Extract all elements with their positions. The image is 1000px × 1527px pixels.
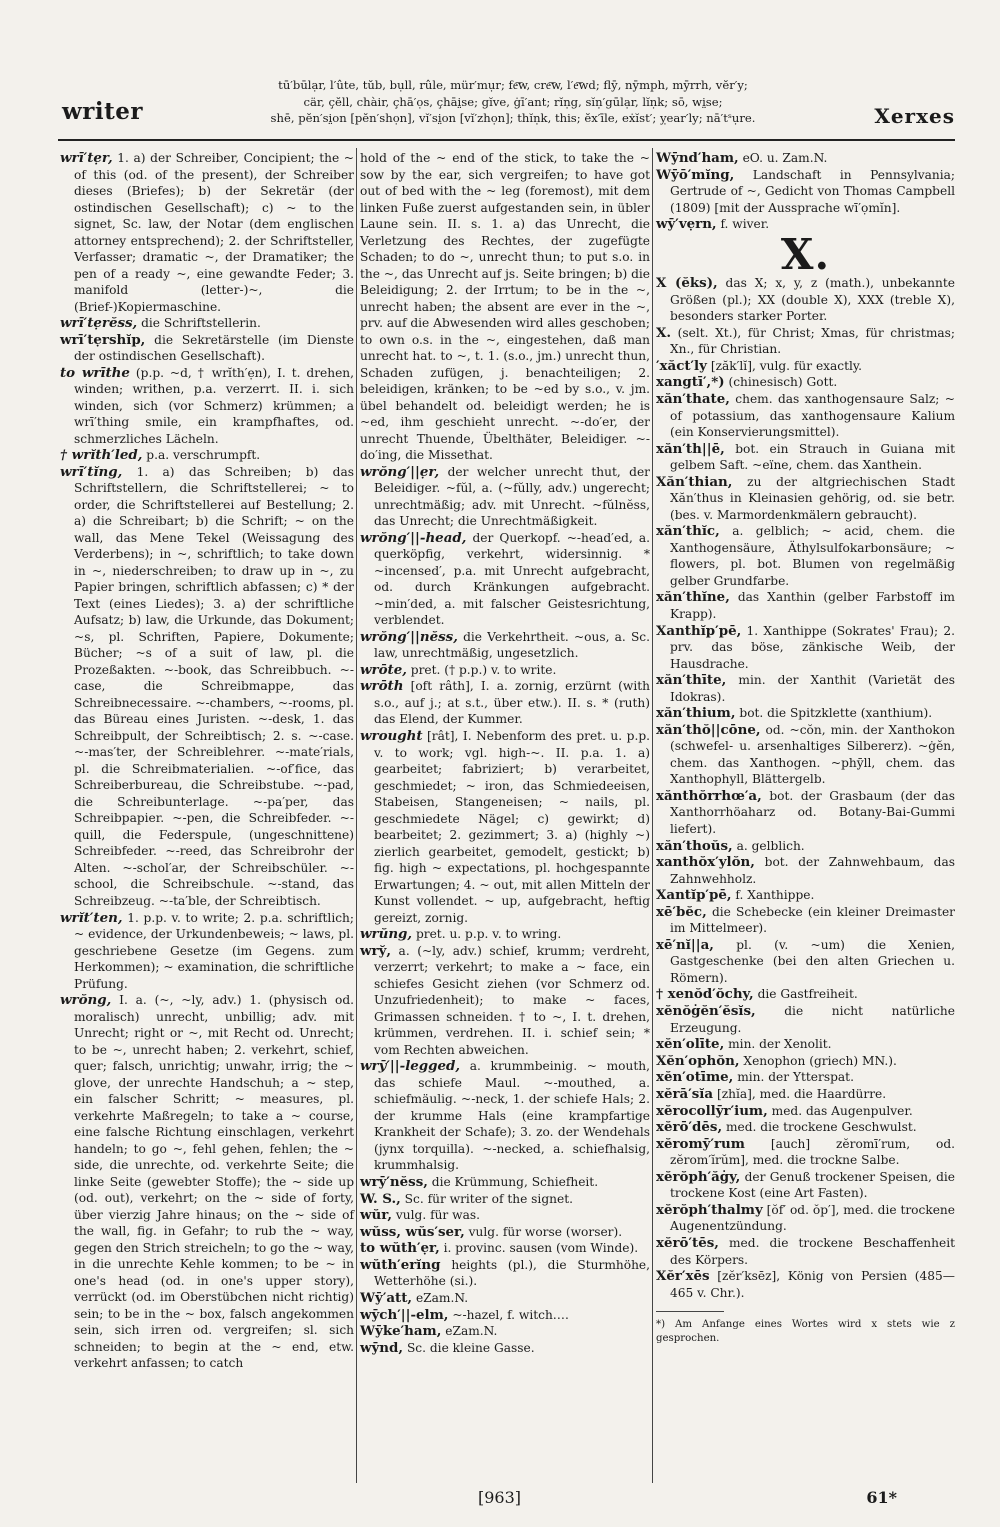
entry-definition: bot. der Zahnwehbaum, das Zahnwehholz.: [670, 855, 955, 886]
entry-headword: wŭth′erĭng: [360, 1256, 441, 1273]
entry-headword: xăn′thoŭs,: [656, 837, 733, 854]
dictionary-entry: [656, 474, 955, 524]
entry-headword: wrȳ′nĕss,: [360, 1173, 428, 1190]
entry-headword: xē′nĭ||a,: [656, 936, 714, 953]
entry-headword: xănthŏrrhœ′a,: [656, 787, 762, 804]
dictionary-entry: [360, 1323, 650, 1340]
dictionary-entry: [656, 623, 955, 673]
entry-definition: pret. u. p.p. v. to wring.: [415, 927, 562, 942]
column-divider: [356, 148, 357, 1483]
entry-definition: vulg. für worse (worser).: [468, 1224, 623, 1239]
dictionary-entry: [60, 992, 354, 1372]
entry-definition: [rât], I. Nebenform des pret. u. p.p. v. to work; vgl. high-~. II. p.a. 1. a) gearbeitet; fabriziert; b) verarbeitet, geschmiedet; ~ iron, das Schmiedeeisen, Stabeisen, Stangeneisen; ~ nails, pl. geschmiedete Nägel; c) gewirkt; d) bearbeitet; 2. gezimmert; 3. a) (highly ~) zierlich gearbeitet, gemodelt, gestickt; b) fig. high ~ expectations, pl. hochgespannte Erwartungen; 4. ~ out, mit allen Mitteln der Kunst vollendet. ~ up, aufgebracht, heftig gereizt, zornig.: [374, 729, 651, 925]
entry-definition: [ŏf′ od. ŏp′], med. die trockene Augenentzündung.: [670, 1202, 955, 1234]
dictionary-entry: [656, 904, 955, 937]
footnote: *) Am Anfange eines Wortes wird x stets wie z gesprochen.: [656, 1319, 955, 1344]
header-right-word: Xerxes: [874, 104, 955, 128]
entry-definition: med. die trockene Beschaffenheit des Körpers.: [670, 1236, 956, 1267]
entry-definition: die Gastfreiheit.: [757, 987, 858, 1002]
entry-definition: med. die trockene Geschwulst.: [725, 1120, 917, 1135]
dictionary-entry: [360, 1207, 650, 1224]
dictionary-entry: [656, 788, 955, 838]
dictionary-entry: [656, 722, 955, 788]
dictionary-entry: [656, 1103, 955, 1120]
entry-headword: xĕrō′dēs,: [656, 1119, 723, 1136]
entry-definition: die Krümmung, Schiefheit.: [431, 1174, 599, 1189]
dictionary-entry: [656, 1086, 955, 1103]
entry-definition: hold of the ~ end of the stick, to take the ~ sow by the ear, sich vergreifen; to have got out of bed with the ~ leg (foremost), mit dem linken Fuße zuerst aufgestanden sein, in übler Laune sein. II. s. 1. a) das Unrecht, die Verletzung des Rechtes, der zugefügte Schaden; to do ~, unrecht thun; to put s.o. in the ~, das Unrecht auf js. Seite bringen; b) die Beleidigung; 2. der Irrtum; to be in the ~, unrecht haben; the absent are ever in the ~, prv. auf die Abwesenden wird alles geschoben; to own o.s. in the ~, eingestehen, daß man unrecht hat. to ~, t. 1. (s.o., jm.) unrecht thun, Schaden zufügen, j. benachteiligen; 2. beleidigen, kränken; to be ~ed by s.o., v. jm. übel behandelt od. beleidigt werden; he is ~ed, ihm geschieht unrecht. ~-do′er, der unrecht Thuende, Übelthäter, Beleidiger. ~-do′ing, die Missethat.: [360, 151, 650, 462]
dictionary-entry: [656, 1169, 955, 1202]
dictionary-entry: [360, 1224, 650, 1241]
pronunciation-key-line: cär, çĕll, chàir, çhā′ọs, çhāi̤se; gĭve, ġī′ant; rĭṇg, sĭṇ′gūlạr, lĭṇk; sō, wi̤se;: [303, 94, 723, 109]
dictionary-entry: [656, 167, 955, 217]
entry-definition: [zĕr′ksēz], König von Persien (485—465 v. Chr.).: [670, 1269, 955, 1300]
entry-definition: min. der Xenolit.: [728, 1037, 832, 1052]
entry-headword: Wȳō′mĭng,: [656, 166, 735, 183]
entry-definition: 1. a) der Schreiber, Concipient; the ~ of this (od. of the present), der Schreiber dieses (Briefes); b) der Sekretär (der ostindischen Gesellschaft); c) ~ to the signet, Sc. law, der Notar (dem englischen attorney entsprechend); 2. der Schriftsteller, Verfasser; dramatic ~, der Dramatiker; the pen of a ready ~, eine gewandte Feder; 3. manifold (letter-)~, die (Brief-)Kopiermaschine.: [74, 151, 354, 314]
dictionary-entry: [360, 1191, 650, 1208]
header-rule: [58, 139, 955, 141]
column-divider: [652, 148, 653, 1483]
dictionary-entry: [656, 1003, 955, 1036]
entry-headword: ′xăct′ly: [656, 357, 707, 374]
entry-headword: wrōte,: [360, 661, 407, 678]
entry-definition: med. das Augenpulver.: [771, 1103, 913, 1118]
entry-headword: wrī′tĭng,: [60, 463, 123, 480]
dictionary-entry: [656, 1053, 955, 1070]
dictionary-entry: [360, 1290, 650, 1307]
entry-definition: (chinesisch) Gott.: [728, 375, 838, 390]
entry-definition: Landschaft in Pennsylvania; Gertrude of ~, Gedicht von Thomas Campbell (1809) [mit der Aussprache wī′ọmĭn].: [670, 167, 955, 215]
entry-definition: min. der Xanthit (Varietät des Idokras).: [670, 673, 955, 704]
column-right: [656, 150, 955, 1345]
entry-definition: a. (~ly, adv.) schief, krumm; verdreht, verzerrt; verkehrt; to make a ~ face, ein schiefes Gesicht ziehen (vor Schmerz od. Unzufriedenheit); to make ~ faces, Grimassen schneiden. † to ~, I. t. drehen, krümmen, verdrehen. II. i. schief sein; * vom Rechten abweichen.: [374, 943, 651, 1057]
entry-definition: eO. u. Zam.N.: [742, 151, 828, 165]
entry-headword: xĕromȳ′rum: [656, 1135, 745, 1152]
entry-headword: xĕrō′tēs,: [656, 1235, 719, 1251]
entry-headword: wrī′tẹr,: [60, 150, 113, 166]
entry-definition: bot. der Grasbaum (der das Xanthorrhöaharz od. Botany-Bai-Gummi liefert).: [670, 788, 955, 836]
entry-definition: i. provinc. sausen (vom Winde).: [443, 1241, 639, 1256]
entry-definition: eZam.N.: [415, 1291, 469, 1305]
entry-headword: xĕrā′sĭa: [656, 1085, 714, 1102]
entry-headword: Xĕn′ophŏn,: [656, 1052, 740, 1069]
entry-headword: xăn′thĭc,: [656, 523, 720, 540]
dictionary-entry: [656, 1202, 955, 1235]
dictionary-entry: [656, 275, 955, 325]
dictionary-entry: [656, 672, 955, 705]
entry-headword: wȳnd,: [360, 1339, 404, 1356]
signature-mark: 61*: [866, 1488, 897, 1507]
pronunciation-key-line: tū′būlạr, l′ûte, tŭb, bụll, rûle, mür′mụr; fe͞w, cre͞w, l′e͞wd; flȳ, nȳmph, mȳrrh, vĕr′y;: [278, 78, 748, 92]
entry-headword: wrŭng,: [360, 926, 413, 943]
entry-definition: bot. die Spitzklette (xanthium).: [739, 706, 933, 721]
pronunciation-key: [203, 77, 823, 127]
dictionary-entry: [656, 325, 955, 358]
dictionary-entry: [656, 1119, 955, 1136]
dictionary-entry: [656, 838, 955, 855]
dictionary-entry: [656, 1268, 955, 1301]
dictionary-entry: [656, 986, 955, 1003]
entry-headword: Wȳnd′ham,: [656, 150, 739, 166]
entry-definition: (p.p. ~d, † wrĭth′ẹn), I. t. drehen, winden; writhen, p.a. verzerrt. II. i. sich winden, sich (vor Schmerz) krümmen; a wrī′thing smile, ein krampfhaftes, od. schmerzliches Lächeln.: [74, 365, 355, 446]
entry-definition: der welcher unrecht thut, der Beleidiger. ~fŭl, a. (~fŭlly, adv.) ungerecht; unrechtmäßig; adv. mit Unrecht. ~fŭlnĕss, das Unrecht; die Unrechtmäßigkeit.: [374, 464, 650, 529]
dictionary-entry: [656, 589, 955, 622]
entry-definition: [oft râth], I. a. zornig, erzürnt (with s.o., auf j.; at s.t., über etw.). II. s. * (ruth) das Elend, der Kummer.: [374, 679, 651, 727]
entry-headword: Xantĭp′pē,: [656, 887, 732, 904]
entry-headword: xăn′thŏ||cōne,: [656, 721, 761, 738]
dictionary-entry: [360, 530, 650, 629]
entry-definition: pl. (v. ~um) die Xenien, Gastgeschenke (bei den alten Griechen u. Römern).: [670, 937, 955, 985]
dictionary-entry: [360, 1058, 650, 1174]
entry-definition: ~-hazel, f. witch….: [452, 1307, 569, 1322]
entry-definition: chem. das xanthogensaure Salz; ~ of potassium, das xanthogensaure Kalium (ein Konservierungsmittel).: [670, 392, 955, 440]
entry-headword: † wrĭth′led,: [60, 447, 143, 464]
entry-definition: 1. Xanthippe (Sokrates' Frau); 2. prv. das böse, zänkische Weib, der Hausdrache.: [670, 623, 956, 671]
entry-definition: a. gelblich.: [736, 838, 805, 853]
entry-headword: W. S.,: [360, 1190, 401, 1207]
dictionary-entry: [656, 937, 955, 987]
dictionary-entry: [656, 1069, 955, 1086]
entry-headword: xĕn′olīte,: [656, 1036, 725, 1053]
entry-headword: to wŭth′ẹr,: [360, 1240, 440, 1257]
dictionary-entry: [656, 854, 955, 887]
dictionary-entry: [656, 391, 955, 441]
entry-headword: Xĕr′xēs: [656, 1268, 710, 1285]
dictionary-entry: [656, 887, 955, 904]
entry-definition: eZam.N.: [445, 1324, 498, 1339]
entry-headword: xăn′thīte,: [656, 672, 727, 689]
dictionary-entry: [60, 464, 354, 910]
entry-definition: a. gelblich; ~ acid, chem. die Xanthogensäure, Äthylsulfokarbonsäure; ~ flowers, pl. bot. Blumen von regelmäßig gelber Grundfarbe.: [670, 524, 955, 588]
dictionary-entry: [656, 705, 955, 722]
entry-definition: I. a. (~, ~ly, adv.) 1. (physisch od. moralisch) unrecht, unbillig; adv. mit Unrecht; right or ~, mit Recht od. Unrecht; to be ~, unrecht haben; 2. verkehrt, schief, quer; falsch, unrichtig; unwahr, irrig; the ~ glove, der unrechte Handschuh; a ~ step, ein falscher Schritt; ~ measures, pl. verkehrte Maßregeln; to take a ~ course, eine falsche Richtung einschlagen, verkehrt handeln; to go ~, fehl gehen, fehlen; the ~ side, die unrechte, od. verkehrte Seite; die linke Seite (gewebter Stoffe); the ~ side up (od. out), verkehrt; on the ~ side of forty, über vierzig Jahre hinaus; on the ~ side of the wall, fig. in Gefahr; to rub the ~ way, gegen den Strich streicheln; to go the ~ way, in die unrechte Kehle kommen; to be ~ in one's head (od. in one's upper story), verrückt (od. im Oberstübchen nicht richtig) sein; to be in the ~ box, falsch angekommen sein, sich irren od. vergreifen; sl. sich schneiden; to begin at the ~ end, etw. verkehrt anfassen; to catch: [74, 993, 355, 1371]
entry-headword: wrī′tẹrĕss,: [60, 315, 138, 332]
dictionary-entry: [60, 910, 354, 993]
entry-headword: wrŏng′||-head,: [360, 529, 467, 546]
entry-definition: die Schebecke (ein kleiner Dreimaster im Mittelmeer).: [670, 904, 955, 936]
entry-headword: wry̆,: [360, 942, 392, 959]
entry-headword: wȳ′vẹrn,: [656, 216, 717, 233]
entry-definition: Sc. die kleine Gasse.: [406, 1340, 535, 1355]
dictionary-entry: [60, 332, 354, 365]
dictionary-entry: [656, 1136, 955, 1169]
entry-headword: wrŏng′||nĕss,: [360, 628, 458, 645]
dictionary-entry: [60, 315, 354, 332]
entry-headword: wŭr,: [360, 1207, 393, 1224]
entry-definition: min. der Ytterspat.: [737, 1070, 854, 1085]
entry-headword: wrŏng′||ẹr,: [360, 463, 440, 480]
entry-headword: wrȳ′||-legged,: [360, 1058, 461, 1075]
column-left: [60, 150, 354, 1372]
entry-definition: [zăk′lĭ], vulg. für exactly.: [710, 358, 863, 373]
dictionary-entry: [360, 728, 650, 926]
dictionary-entry: [360, 943, 650, 1059]
entry-definition: die Sekretärstelle (im Dienste der ostindischen Gesellschaft).: [74, 332, 355, 364]
entry-headword: Wȳ′att,: [360, 1290, 413, 1306]
dictionary-entry: [360, 464, 650, 530]
entry-headword: xăn′thium,: [656, 705, 736, 722]
entry-headword: X.: [656, 324, 672, 341]
entry-headword: wrŏng,: [60, 992, 112, 1009]
dictionary-entry: [656, 358, 955, 375]
header-left-word: writer: [62, 98, 144, 125]
entry-definition: od. ~cŏn, min. der Xanthokon (schwefel- u. arsenhaltiges Silbererz). ~ġĕn, chem. das Xanthogen. ~phȳll, chem. das Xanthophyll, Blättergelb.: [670, 722, 956, 787]
entry-headword: † xenŏd′ŏchy,: [656, 986, 754, 1003]
entry-definition: 1. a) das Schreiben; b) das Schriftstellern, die Schriftstellerei; ~ to order, die Schriftstellerei auf Bestellung; 2. a) die Schreibart; b) die Schrift; ~ on the wall, das Mene Tekel (Weissagung des Verderbens); in ~, schriftlich; to take down in ~, niederschreiben; to draw up in ~, zu Papier bringen, schriftlich abfassen; c) * der Text (eines Liedes); 3. a) der schriftliche Aufsatz; b) law, die Urkunde, das Dokument; ~s, pl. Schriften, Papiere, Dokumente; Bücher; ~s of a suit of law, pl. die Prozeßakten. ~-book, das Schreibbuch. ~-case, die Schreibmappe, das Schreibnecessaire. ~-chambers, ~-rooms, pl. das Büreau eines Juristen. ~-desk, 1. das Schreibpult, der Schreibtisch; 2. s. ~-case. ~-mas′ter, der Schreiblehrer. ~-mate′rials, pl. die Schreibmaterialien. ~-of′fice, das Schreiberbureau, die Schreibstube. ~-pad, die Schreibunterlage. ~-pa′per, das Schreibpapier. ~-pen, die Schreibfeder. ~-quill, die Federspule, (ungeschnittene) Schreibfeder. ~-reed, das Schreibrohr der Alten. ~-schol′ar, der Schreibschüler. ~-school, die Schreibschule. ~-stand, das Schreibzeug. ~-ta′ble, der Schreibtisch.: [74, 464, 355, 908]
entry-definition: bot. ein Strauch in Guiana mit gelbem Saft. ~eïne, chem. das Xanthein.: [670, 441, 955, 473]
entry-headword: xăn′thate,: [656, 391, 730, 408]
entry-definition: der Querkopf. ~-head′ed, a. querköpfig, verkehrt, widersinnig. * ~incensed′, p.a. mit Unrecht aufgebracht, od. durch Kränkungen aufgebracht. ~min′ded, a. mit falscher Geistesrichtung, verblendet.: [374, 530, 651, 628]
dictionary-entry: [360, 1340, 650, 1357]
dictionary-entry: [360, 629, 650, 662]
entry-headword: Wȳke′ham,: [360, 1323, 442, 1340]
entry-definition: die nicht natürliche Erzeugung.: [670, 1004, 955, 1035]
entry-headword: xē′bĕc,: [656, 903, 707, 920]
dictionary-entry: [656, 1235, 955, 1268]
entry-definition: f. Xanthippe.: [735, 888, 815, 903]
section-letter: X.: [780, 229, 831, 279]
dictionary-entry: [360, 1257, 650, 1290]
entry-definition: Xenophon (griech) MN.).: [743, 1053, 897, 1068]
dictionary-entry: [60, 365, 354, 448]
entry-headword: xangtī′,*): [656, 374, 725, 391]
dictionary-entry: [360, 926, 650, 943]
entry-headword: xĕn′otīme,: [656, 1069, 734, 1086]
entry-definition: die Verkehrtheit. ~ous, a. Sc. law, unrechtmäßig, ungesetzlich.: [374, 629, 650, 661]
dictionary-entry: [360, 1240, 650, 1257]
entry-headword: wrōth: [360, 678, 404, 695]
entry-definition: 1. p.p. v. to write; 2. p.a. schriftlich; ~ evidence, der Urkundenbeweis; ~ laws, pl. geschriebene Gesetze (im Gegens. zum Herkommen); ~ examination, die schriftliche Prüfung.: [74, 910, 355, 991]
entry-headword: X (ĕks),: [656, 275, 718, 292]
entry-headword: wrought: [360, 728, 423, 745]
entry-headword: xĕrŏph′thalmy: [656, 1201, 763, 1218]
entry-definition: [auch] zĕromī′rum, od. zĕrom′ĭrŭm], med. die trockne Salbe.: [670, 1136, 955, 1168]
entry-headword: xanthŏx′ylŏn,: [656, 854, 755, 871]
dictionary-entry: [656, 523, 955, 589]
dictionary-entry: [60, 447, 354, 464]
entry-definition: [zhĭa], med. die Haardürre.: [716, 1086, 887, 1101]
dictionary-entry: [656, 150, 955, 167]
dictionary-entry: [360, 662, 650, 679]
entry-definition: Sc. für writer of the signet.: [404, 1191, 573, 1206]
dictionary-entry: [360, 1307, 650, 1324]
entry-definition: das Xanthin (gelber Farbstoff im Krapp).: [670, 590, 955, 621]
entry-definition: f. wiver.: [720, 217, 770, 232]
entry-definition: pret. († p.p.) v. to write.: [410, 662, 557, 677]
entry-definition: a. krummbeinig. ~ mouth, das schiefe Maul. ~-mouthed, a. schiefmäulig. ~-neck, 1. der schiefe Hals; 2. der krumme Hals (eine krampfartige Krankheit der Schafe); 3. zo. der Wendehals (jynx torquilla). ~-necked, a. schiefhalsig, krummhalsig.: [374, 1059, 650, 1173]
dictionary-entry: [656, 374, 955, 391]
entry-definition: der Genuß trockener Speisen, die trockene Kost (eine Art Fasten).: [670, 1169, 955, 1201]
footnote-rule: [656, 1311, 724, 1312]
dictionary-entry: [360, 678, 650, 728]
entry-headword: wrĭt′ten,: [60, 909, 123, 926]
dictionary-page: [58, 76, 955, 1511]
entry-headword: xĕrocollȳr′ium,: [656, 1102, 768, 1119]
entry-headword: wrī′tẹrshĭp,: [60, 331, 146, 348]
page-number: [963]: [478, 1488, 522, 1507]
entry-definition: das X; x, y, z (math.), unbekannte Größen (pl.); XX (double X), XXX (treble X), besonders starker Porter.: [670, 276, 955, 324]
pronunciation-key-line: shē, pĕn′si̤on [pĕn′shọn], vĭ′si̤on [vĭ′zhọn]; thĭṇk, this; ĕx′īle, eẋĭst′; ỵear′ly; nā′tˢụre.: [270, 111, 756, 126]
entry-definition: p.a. verschrumpft.: [146, 448, 261, 463]
entry-headword: Xăn′thian,: [656, 473, 733, 490]
column-middle: [360, 150, 650, 1356]
dictionary-entry: [656, 441, 955, 474]
entry-definition: vulg. für was.: [395, 1208, 480, 1223]
entry-headword: wŭss, wŭs′ser,: [360, 1223, 465, 1240]
dictionary-entry: [360, 1174, 650, 1191]
entry-headword: xăn′th||ē,: [656, 440, 725, 457]
entry-headword: xĕnŏġĕn′ĕsĭs,: [656, 1003, 756, 1020]
dictionary-entry: [60, 150, 354, 315]
entry-headword: to wrīthe: [60, 364, 130, 381]
entry-headword: wȳch′||-elm,: [360, 1306, 449, 1323]
entry-headword: xăn′thĭne,: [656, 589, 730, 606]
entry-headword: xĕrŏph′ăġy,: [656, 1168, 741, 1185]
dictionary-entry: [360, 150, 650, 464]
entry-headword: Xanthĭp′pē,: [656, 622, 742, 639]
entry-definition: die Schriftstellerin.: [141, 316, 261, 331]
dictionary-entry: [656, 1036, 955, 1053]
entry-definition: heights (pl.), die Sturmhöhe, Wetterhöhe (si.).: [374, 1257, 651, 1289]
entry-definition: zu der altgriechischen Stadt Xăn′thus in Kleinasien gehörig, od. sie betr. (bes. v. Marmordenkmälern gebraucht).: [670, 474, 956, 522]
entry-definition: (selt. Xt.), für Christ; Xmas, für christmas; Xn., für Christian.: [670, 325, 956, 357]
